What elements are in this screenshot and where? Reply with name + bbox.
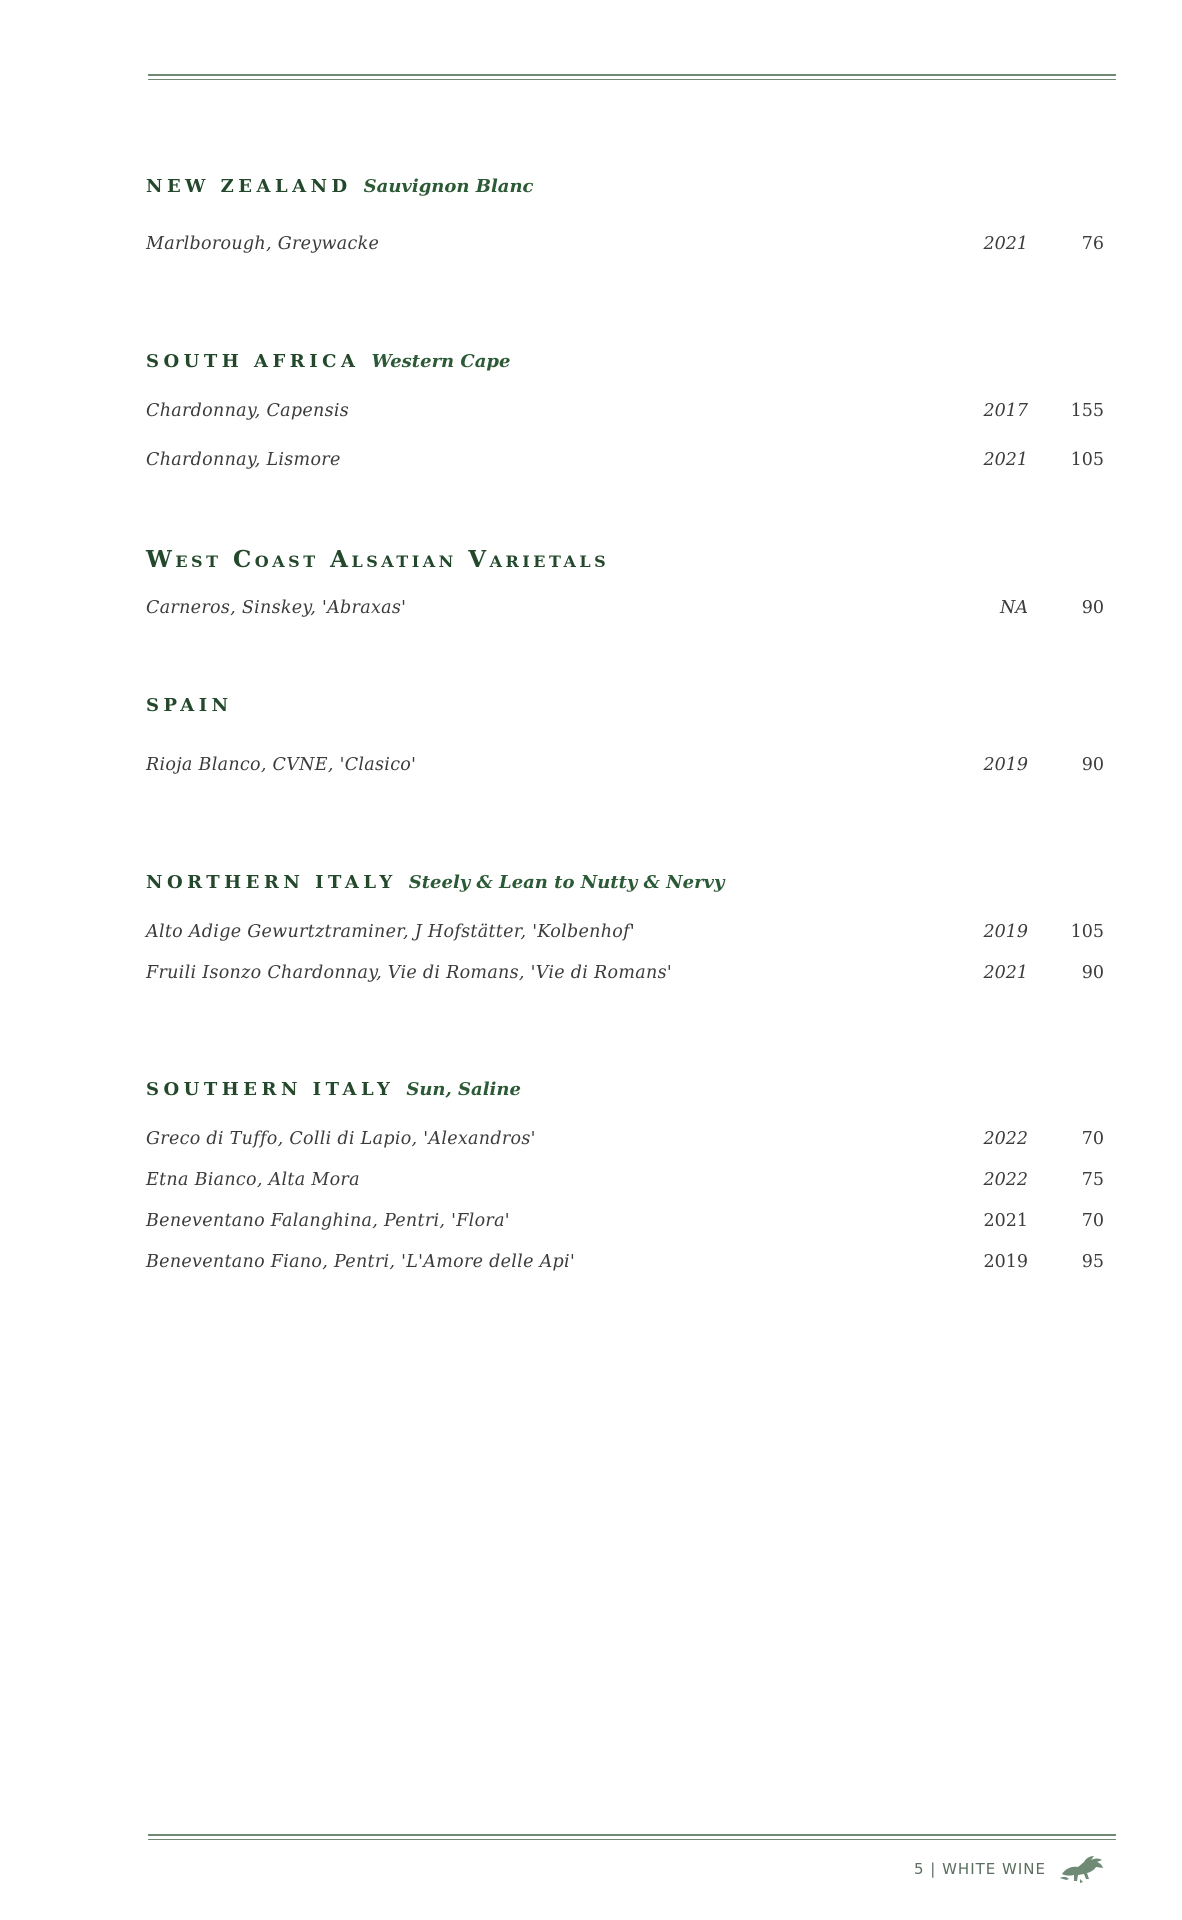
wine-vintage: 2021 bbox=[983, 963, 1028, 983]
bottom-rule bbox=[148, 1834, 1116, 1840]
top-rule bbox=[148, 74, 1116, 80]
wine-vintage: 2022 bbox=[983, 1170, 1028, 1190]
wine-vintage: NA bbox=[1000, 598, 1028, 618]
wine-name: Greco di Tuffo, Colli di Lapio, 'Alexandros' bbox=[146, 1129, 536, 1149]
section-heading bbox=[146, 872, 1104, 902]
section-heading bbox=[146, 351, 1104, 381]
region-title: SOUTH AFRICA bbox=[146, 351, 360, 372]
region-title: SOUTHERN ITALY bbox=[146, 1079, 395, 1100]
wine-vintage: 2021 bbox=[983, 234, 1028, 254]
region-title: SPAIN bbox=[146, 695, 233, 716]
wine-row bbox=[146, 1252, 1104, 1293]
wine-vintage: 2019 bbox=[983, 922, 1028, 942]
section-spain bbox=[146, 695, 1104, 796]
wine-row bbox=[146, 234, 1104, 275]
wine-vintage: 2021 bbox=[983, 1211, 1028, 1231]
wine-vintage: 2017 bbox=[983, 401, 1028, 421]
region-title: West Coast Alsatian Varietals bbox=[146, 546, 610, 573]
wine-name: Alto Adige Gewurtztraminer, J Hofstätter, 'Kolbenhof' bbox=[146, 922, 636, 942]
section-heading bbox=[146, 695, 1104, 725]
wine-vintage: 2019 bbox=[983, 1252, 1028, 1272]
wine-row bbox=[146, 401, 1104, 442]
wine-price: 75 bbox=[1081, 1170, 1104, 1190]
wine-vintage: 2022 bbox=[983, 1129, 1028, 1149]
region-title: NORTHERN ITALY bbox=[146, 872, 397, 893]
section-heading bbox=[146, 1079, 1104, 1109]
wine-row bbox=[146, 598, 1104, 639]
wine-row bbox=[146, 1211, 1104, 1252]
wine-vintage: 2021 bbox=[983, 450, 1028, 470]
wine-name: Rioja Blanco, CVNE, 'Clasico' bbox=[146, 755, 417, 775]
region-subtitle: Sauvignon Blanc bbox=[363, 176, 534, 197]
wine-vintage: 2019 bbox=[983, 755, 1028, 775]
wine-price: 105 bbox=[1070, 450, 1104, 470]
section-northern-italy bbox=[146, 872, 1104, 1004]
wine-price: 90 bbox=[1081, 755, 1104, 775]
region-subtitle: Steely & Lean to Nutty & Nervy bbox=[408, 872, 725, 893]
wine-row bbox=[146, 963, 1104, 1004]
wine-name: Chardonnay, Lismore bbox=[146, 450, 341, 470]
region-subtitle: Sun, Saline bbox=[406, 1079, 521, 1100]
section-west-coast-alsatian bbox=[146, 546, 1104, 639]
wine-row bbox=[146, 922, 1104, 963]
section-southern-italy bbox=[146, 1079, 1104, 1293]
region-subtitle: Western Cape bbox=[371, 351, 511, 372]
wine-row bbox=[146, 1170, 1104, 1211]
wine-price: 95 bbox=[1081, 1252, 1104, 1272]
wine-row bbox=[146, 755, 1104, 796]
wine-price: 70 bbox=[1081, 1129, 1104, 1149]
wine-price: 90 bbox=[1081, 598, 1104, 618]
wine-name: Etna Bianco, Alta Mora bbox=[146, 1170, 360, 1190]
wine-name: Fruili Isonzo Chardonnay, Vie di Romans, 'Vie di Romans' bbox=[146, 963, 672, 983]
wine-price: 76 bbox=[1081, 234, 1104, 254]
wine-name: Beneventano Falanghina, Pentri, 'Flora' bbox=[146, 1211, 510, 1231]
wine-name: Marlborough, Greywacke bbox=[146, 234, 380, 254]
wine-row bbox=[146, 1129, 1104, 1170]
wine-name: Chardonnay, Capensis bbox=[146, 401, 350, 421]
wine-name: Carneros, Sinskey, 'Abraxas' bbox=[146, 598, 407, 618]
section-south-africa bbox=[146, 351, 1104, 491]
wine-price: 90 bbox=[1081, 963, 1104, 983]
wine-price: 105 bbox=[1070, 922, 1104, 942]
region-title: NEW ZEALAND bbox=[146, 176, 352, 197]
section-heading bbox=[146, 176, 1104, 206]
griffin-logo-icon bbox=[1058, 1852, 1104, 1886]
wine-price: 70 bbox=[1081, 1211, 1104, 1231]
wine-price: 155 bbox=[1070, 401, 1104, 421]
page-footer bbox=[914, 1852, 1104, 1886]
wine-row bbox=[146, 450, 1104, 491]
page-number-section: 5 | WHITE WINE bbox=[913, 1860, 1046, 1878]
section-new-zealand bbox=[146, 176, 1104, 275]
section-heading bbox=[146, 546, 1104, 576]
wine-name: Beneventano Fiano, Pentri, 'L'Amore delle Api' bbox=[146, 1252, 576, 1272]
